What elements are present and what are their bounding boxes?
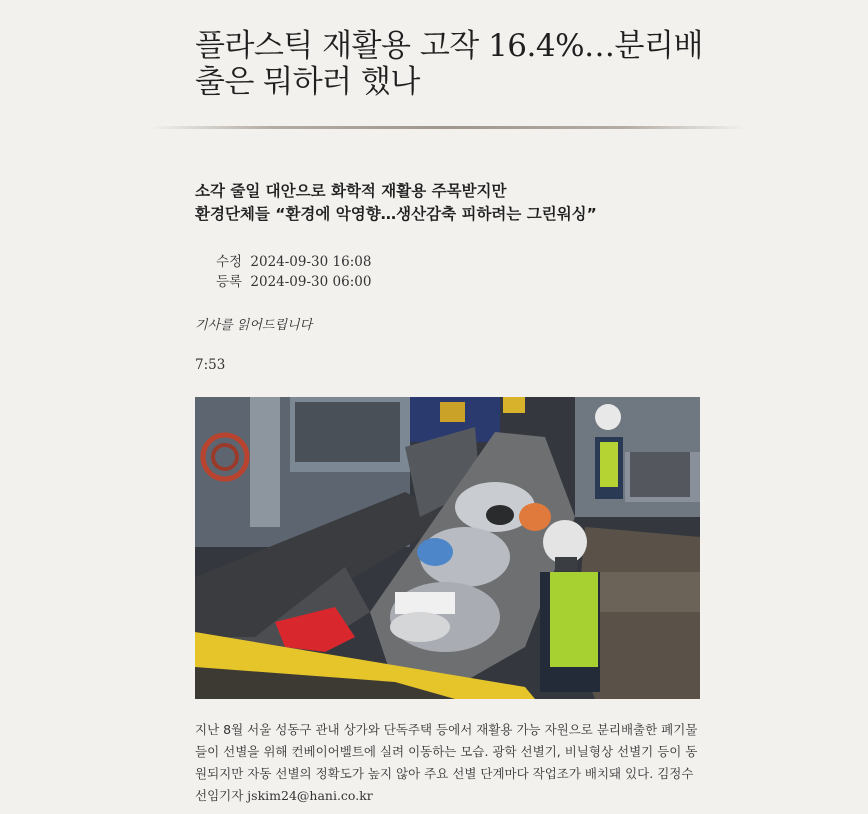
registered-value: 2024-09-30 06:00 (250, 274, 372, 290)
recycling-conveyor-photo (195, 397, 700, 699)
audio-duration: 7:53 (195, 357, 226, 373)
headline-divider (150, 126, 745, 129)
subhead-line-1: 소각 줄일 대안으로 화학적 재활용 주목받지만 (195, 182, 507, 200)
modified-date-row (216, 252, 371, 272)
photo-caption (195, 719, 707, 807)
article-headline: 플라스틱 재활용 고작 16.4%…분리배출은 뭐하러 했나 (195, 28, 703, 100)
caption-text: 지난 8월 서울 성동구 관내 상가와 단독주택 등에서 재활용 가능 자원으로 분리배출한 폐기물들이 선별을 위해 컨베이어벨트에 실려 이동하는 모습. 광학 선별기, 비닐형상 선별기 등이 동원되지만 자동 선별의 정확도가 높지 않아 주요 선별 단계마다 작업조가 배치돼 있다. (195, 722, 698, 781)
article-dates (216, 252, 371, 292)
registered-date-row (216, 272, 371, 292)
modified-value: 2024-09-30 16:08 (250, 254, 372, 270)
registered-label: 등록 (216, 274, 243, 290)
article-subheads (195, 180, 715, 226)
read-aloud-button[interactable]: 기사를 읽어드립니다 (195, 318, 313, 333)
modified-label: 수정 (216, 254, 243, 270)
subhead-line-2: 환경단체들 “환경에 악영향…생산감축 피하려는 그린워싱” (195, 205, 597, 223)
caption-credit: 김정수 선임기자 jskim24@hani.co.kr (195, 766, 694, 803)
